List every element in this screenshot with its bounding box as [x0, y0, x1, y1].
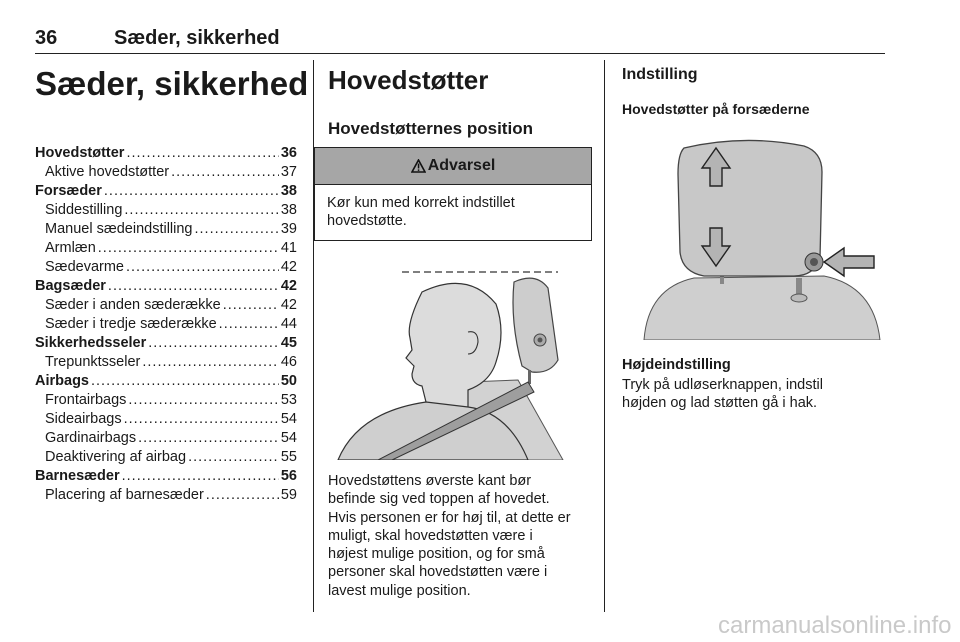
toc-leader-dots	[126, 144, 278, 163]
toc-entry[interactable]	[35, 258, 297, 277]
toc-entry-label: Siddestilling	[45, 202, 123, 218]
section-title: Hovedstøtter	[328, 65, 489, 95]
running-title: Sæder, sikkerhed	[114, 27, 280, 49]
toc-entry-page: 42	[280, 259, 297, 275]
toc-entry[interactable]	[35, 429, 297, 448]
toc-entry-page: 37	[280, 164, 297, 180]
toc-leader-dots	[91, 372, 279, 391]
toc-entry-label: Sædevarme	[45, 259, 124, 275]
toc-leader-dots	[124, 410, 279, 429]
toc-leader-dots	[206, 486, 279, 505]
warning-title: Advarsel	[427, 157, 496, 174]
front-seat-headrest-heading: Hovedstøtter på forsæderne	[622, 101, 810, 117]
toc-entry[interactable]	[35, 182, 297, 201]
body-line: højest mulige position, og for små	[328, 546, 545, 563]
toc-entry[interactable]	[35, 410, 297, 429]
toc-entry-page: 42	[280, 278, 297, 294]
body-line: Tryk på udløserknappen, indstil	[622, 377, 823, 393]
toc-entry-page: 36	[280, 145, 297, 161]
toc-entry-label: Deaktivering af airbag	[45, 449, 187, 465]
toc-entry[interactable]	[35, 334, 297, 353]
warning-text	[315, 185, 591, 239]
toc-entry-label: Manuel sædeindstilling	[45, 221, 193, 237]
adjustment-heading: Indstilling	[622, 66, 698, 83]
toc-entry-page: 53	[280, 392, 297, 408]
body-line: Hvis personen er for høj til, at dette er	[328, 509, 571, 526]
toc-entry-label: Forsæder	[35, 183, 102, 199]
toc-entry[interactable]	[35, 486, 297, 505]
toc-leader-dots	[126, 258, 279, 277]
body-line: personer skal hovedstøtten være i	[328, 564, 548, 581]
toc-entry-page: 39	[280, 221, 297, 237]
toc-entry-page: 56	[280, 468, 297, 484]
toc-leader-dots	[108, 277, 279, 296]
toc-entry[interactable]	[35, 201, 297, 220]
toc-entry[interactable]	[35, 239, 297, 258]
headrest-position-text	[328, 472, 598, 600]
toc-entry[interactable]	[35, 372, 297, 391]
warning-line: Kør kun med korrekt indstillet	[327, 195, 515, 211]
toc-leader-dots	[195, 220, 279, 239]
toc-entry-label: Sæder i tredje sæderække	[45, 316, 217, 332]
toc-entry-page: 50	[280, 373, 297, 389]
body-line: befinde sig ved toppen af hovedet.	[328, 491, 550, 508]
chapter-title: Sæder, sikkerhed	[35, 65, 309, 102]
toc-entry[interactable]	[35, 220, 297, 239]
body-line: lavest mulige position.	[328, 582, 471, 599]
toc-entry-page: 38	[280, 202, 297, 218]
toc-entry-page: 41	[280, 240, 297, 256]
toc-entry-page: 54	[280, 430, 297, 446]
column-divider-right	[604, 60, 605, 612]
watermark: carmanualsonline.info	[718, 612, 952, 639]
toc-entry-label: Trepunktsseler	[45, 354, 141, 370]
warning-triangle-icon	[411, 159, 426, 173]
toc-entry-page: 44	[280, 316, 297, 332]
toc-entry-label: Armlæn	[45, 240, 96, 256]
toc-entry-label: Bagsæder	[35, 278, 106, 294]
toc-leader-dots	[142, 353, 278, 372]
body-line: muligt, skal hovedstøtten være i	[328, 527, 533, 544]
toc-leader-dots	[124, 201, 278, 220]
toc-entry[interactable]	[35, 277, 297, 296]
toc-leader-dots	[223, 296, 279, 315]
toc-entry-page: 46	[280, 354, 297, 370]
warning-header	[315, 148, 591, 185]
toc-entry-label: Gardinairbags	[45, 430, 137, 446]
page-header	[35, 27, 885, 54]
headrest-position-illustration	[318, 262, 590, 460]
toc-entry[interactable]	[35, 467, 297, 486]
toc-entry-page: 38	[280, 183, 297, 199]
warning-box	[314, 147, 592, 241]
toc-leader-dots	[138, 429, 279, 448]
toc-entry-page: 55	[280, 449, 297, 465]
toc-entry[interactable]	[35, 353, 297, 372]
subsection-title: Hovedstøtternes position	[328, 119, 533, 138]
height-adjustment-text	[622, 376, 882, 413]
toc-entry-label: Sæder i anden sæderække	[45, 297, 221, 313]
toc-entry[interactable]	[35, 315, 297, 334]
page-number: 36	[35, 27, 58, 49]
toc-entry-page: 59	[280, 487, 297, 503]
toc-entry[interactable]	[35, 448, 297, 467]
table-of-contents	[35, 144, 297, 505]
toc-leader-dots	[188, 448, 279, 467]
toc-entry-label: Hovedstøtter	[35, 145, 125, 161]
toc-entry-page: 54	[280, 411, 297, 427]
toc-entry-page: 45	[280, 335, 297, 351]
height-adjustment-heading: Højdeindstilling	[622, 357, 731, 373]
toc-entry[interactable]	[35, 163, 297, 182]
toc-leader-dots	[219, 315, 279, 334]
body-line: højden og lad støtten gå i hak.	[622, 395, 818, 412]
body-line: Hovedstøttens øverste kant bør	[328, 473, 532, 489]
toc-entry-label: Sikkerhedsseler	[35, 335, 147, 351]
toc-entry-label: Placering af barnesæder	[45, 487, 204, 503]
toc-entry-label: Sideairbags	[45, 411, 122, 427]
column-divider-left	[313, 60, 314, 612]
toc-leader-dots	[122, 467, 279, 486]
toc-leader-dots	[171, 163, 279, 182]
toc-leader-dots	[128, 391, 278, 410]
toc-leader-dots	[98, 239, 279, 258]
toc-entry-label: Aktive hovedstøtter	[45, 164, 170, 180]
warning-line: hovedstøtte.	[327, 213, 407, 229]
toc-entry[interactable]	[35, 391, 297, 410]
toc-entry[interactable]	[35, 296, 297, 315]
toc-leader-dots	[148, 334, 279, 353]
toc-entry-label: Barnesæder	[35, 468, 120, 484]
toc-entry[interactable]	[35, 144, 297, 163]
toc-entry-page: 42	[280, 297, 297, 313]
toc-entry-label: Airbags	[35, 373, 89, 389]
headrest-adjustment-illustration	[624, 128, 886, 340]
toc-leader-dots	[104, 182, 279, 201]
toc-entry-label: Frontairbags	[45, 392, 127, 408]
